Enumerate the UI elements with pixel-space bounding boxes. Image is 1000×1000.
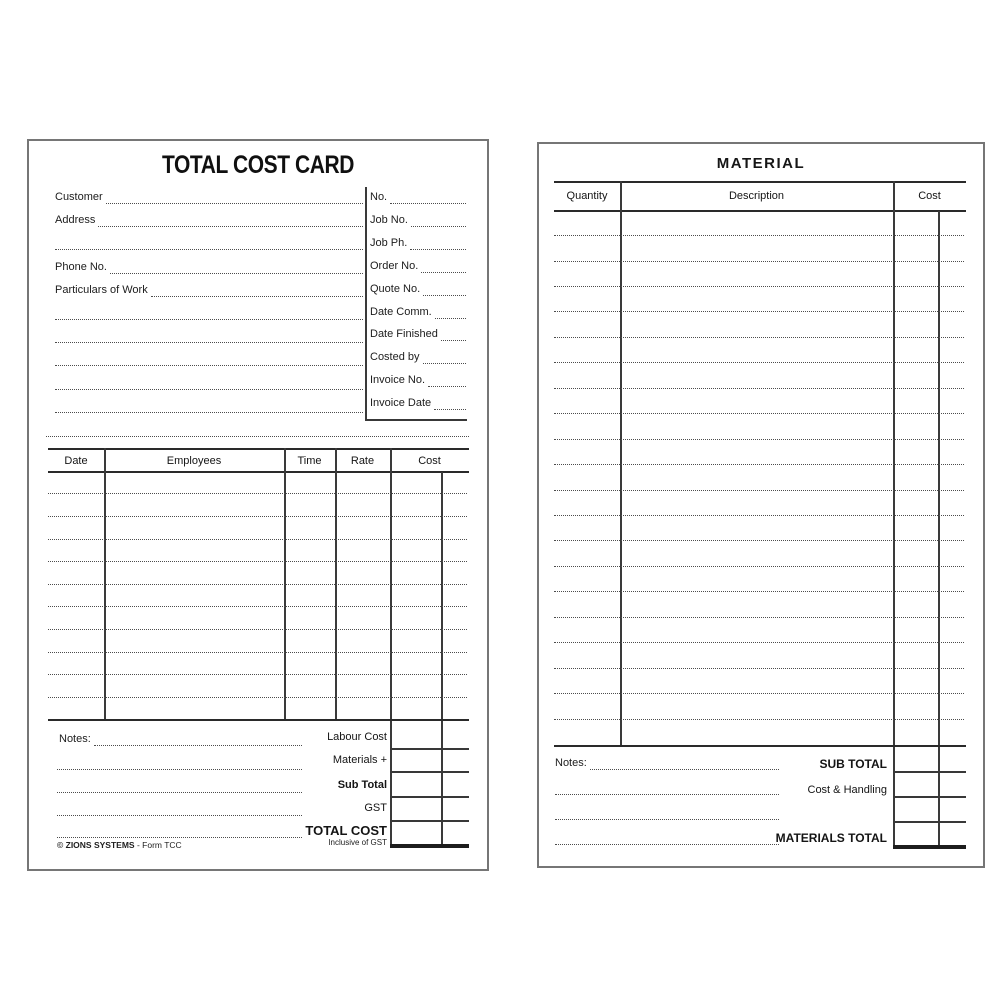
field-label: Address (55, 214, 96, 227)
totals-line-2 (390, 771, 469, 773)
material-totals-line-1 (893, 771, 966, 773)
field-label: Quote No. (370, 282, 421, 295)
total-cost-label: TOTAL COST (305, 823, 387, 838)
material-form (537, 142, 985, 868)
material-totals-line-3 (893, 821, 966, 823)
labour-col-header-employees: Employees (166, 455, 222, 467)
notes-label: Notes: (555, 757, 587, 769)
totals-bottom-thick-line (390, 844, 469, 848)
notes-blank-row (57, 769, 302, 770)
notes-blank-row (555, 819, 779, 820)
total-cost-card-title: TOTAL COST CARD (161, 151, 355, 179)
material-totals-line-2 (893, 796, 966, 798)
labour-cost-label: Labour Cost (327, 731, 387, 743)
material-sub-total-label: SUB TOTAL (819, 757, 887, 771)
field-label: Order No. (370, 259, 419, 272)
inclusive-of-gst-label: Inclusive of GST (328, 838, 387, 847)
totals-line-1 (390, 748, 469, 750)
gst-label: GST (364, 802, 387, 814)
totals-line-3 (390, 796, 469, 798)
materials-plus-label: Materials + (332, 754, 387, 766)
footer-brand: © ZIONS SYSTEMS (57, 840, 135, 850)
field-label: Job No. (370, 213, 408, 226)
labour-col-header-time: Time (297, 455, 322, 467)
notes-label: Notes: (59, 733, 91, 745)
field-label: Date Finished (370, 328, 438, 341)
cost-and-handling-label: Cost & Handling (807, 784, 887, 796)
sub-total-label: Sub Total (337, 779, 387, 791)
form-footer (57, 840, 182, 850)
labour-col-header-cost: Cost (418, 455, 441, 467)
labour-col-header-rate: Rate (350, 455, 375, 467)
total-cost-card-form (27, 139, 489, 871)
field-label: No. (370, 191, 388, 203)
field-label: Date Comm. (370, 305, 432, 318)
field-label: Customer (55, 191, 103, 203)
field-label: Invoice No. (370, 374, 426, 387)
material-col-header-description: Description (728, 190, 785, 202)
field-label: Phone No. (55, 260, 107, 273)
field-label: Job Ph. (370, 236, 408, 249)
field-label: Costed by (370, 351, 420, 364)
footer-form-code: - Form TCC (136, 840, 182, 850)
material-title: MATERIAL (716, 155, 806, 172)
material-col-header-cost: Cost (918, 190, 941, 202)
field-label: Particulars of Work (55, 283, 148, 296)
field-label: Invoice Date (370, 397, 432, 410)
labour-col-header-date: Date (64, 455, 88, 467)
material-totals-bottom-thick-line (893, 845, 966, 849)
totals-line-4 (390, 820, 469, 822)
materials-total-label: MATERIALS TOTAL (775, 831, 887, 845)
material-col-header-quantity: Quantity (566, 190, 608, 202)
